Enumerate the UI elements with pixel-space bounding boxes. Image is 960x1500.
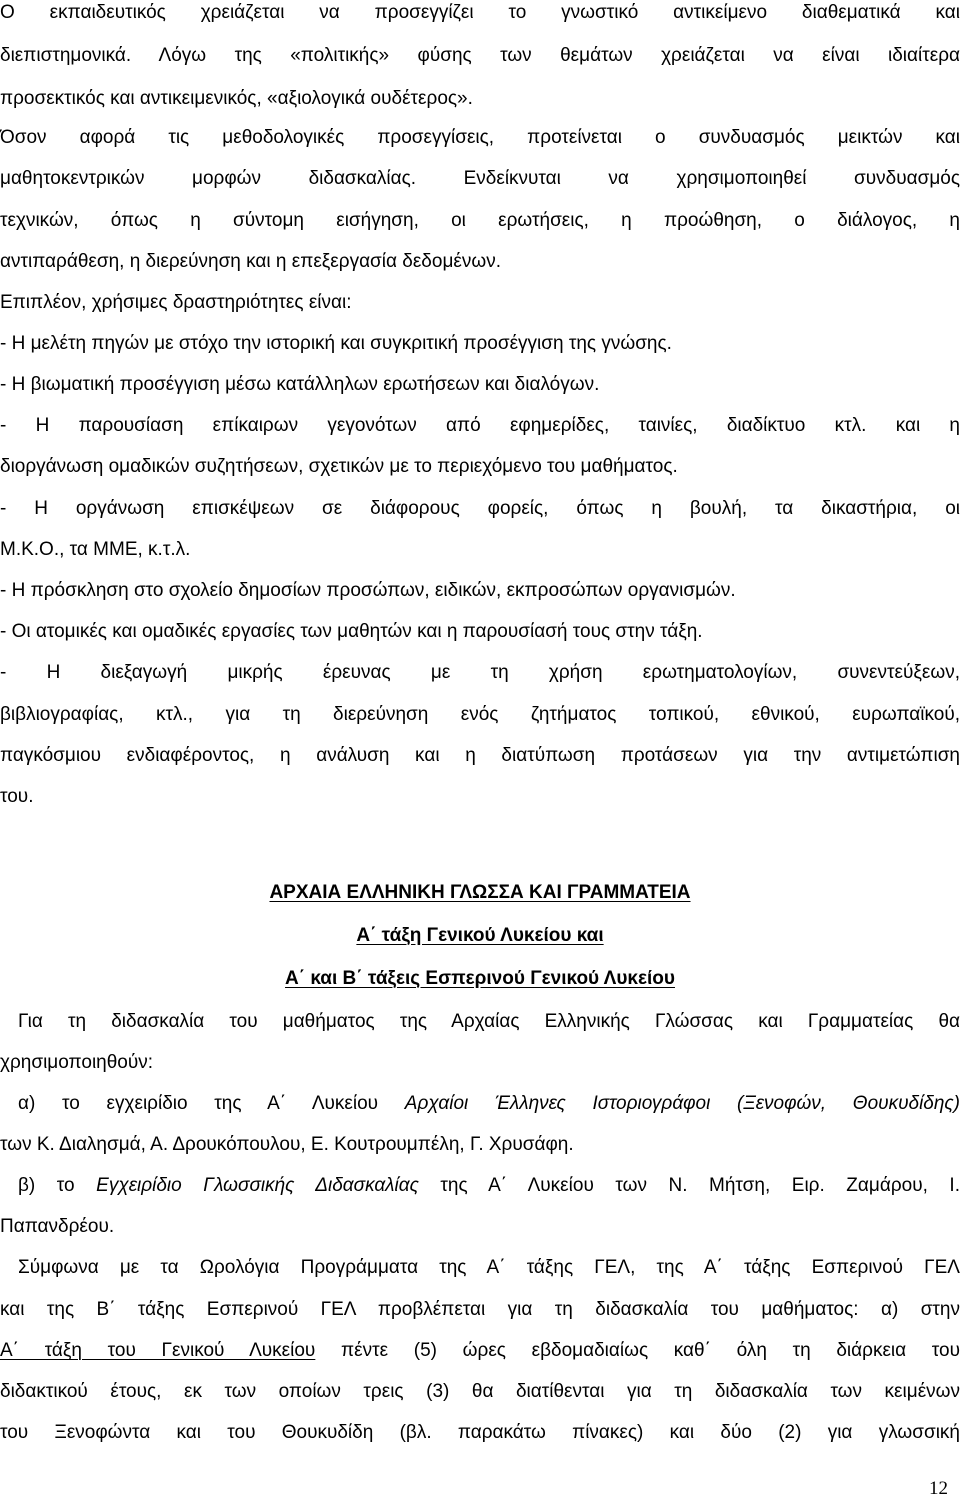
text-span: πέντε (5) ώρες εβδομαδιαίως καθ΄ όλη τη διάρκεια του — [315, 1340, 960, 1361]
list-item: - Οι ατομικές και ομαδικές εργασίες των μαθητών και η παρουσίασή τους στην τάξη. — [0, 621, 703, 642]
page-number: 12 — [929, 1478, 948, 1499]
text-line: Μ.Κ.Ο., τα ΜΜΕ, κ.τ.λ. — [0, 539, 191, 560]
text-line: Σύμφωνα με τα Ωρολόγια Προγράμματα της Α΄ τάξης ΓΕΛ, της Α΄ τάξης Εσπερινού ΓΕΛ — [18, 1257, 960, 1278]
text-line: διδακτικού έτους, εκ των οποίων τρεις (3) θα διατίθενται για τη διδασκαλία των κειμένων — [0, 1381, 960, 1402]
list-item: - Η παρουσίαση επίκαιρων γεγονότων από εφημερίδες, ταινίες, διαδίκτυο κτλ. και η — [0, 415, 960, 436]
text-line: Ο εκπαιδευτικός χρειάζεται να προσεγγίζει το γνωστικό αντικείμενο διαθεματικά και — [0, 2, 960, 23]
text-line: του. — [0, 786, 34, 807]
text-line: διοργάνωση ομαδικών συζητήσεων, σχετικών με το περιεχόμενο του μαθήματος. — [0, 456, 678, 477]
list-item: - Η πρόσκληση στο σχολείο δημοσίων προσώπων, ειδικών, εκπροσώπων οργανισμών. — [0, 580, 736, 601]
text-line: μαθητοκεντρικών μορφών διδασκαλίας. Ενδείκνυται να χρησιμοποιηθεί συνδυασμός — [0, 168, 960, 189]
text-line: των Κ. Διαλησμά, Α. Δρουκόπουλου, Ε. Κουτρουμπέλη, Γ. Χρυσάφη. — [0, 1134, 574, 1155]
book-title: Εγχειρίδιο Γλωσσικής Διδασκαλίας — [96, 1175, 419, 1196]
text-line — [18, 1175, 960, 1197]
section-heading: ΑΡΧΑΙΑ ΕΛΛΗΝΙΚΗ ΓΛΩΣΣΑ ΚΑΙ ΓΡΑΜΜΑΤΕΙΑ — [269, 882, 691, 903]
list-item: - Η μελέτη πηγών με στόχο την ιστορική και συγκριτική προσέγγιση της γνώσης. — [0, 333, 672, 354]
section-subheading: Α΄ και Β΄ τάξεις Εσπερινού Γενικού Λυκείου — [285, 968, 675, 989]
text-line: Όσον αφορά τις μεθοδολογικές προσεγγίσεις, προτείνεται ο συνδυασμός μεικτών και — [0, 127, 960, 148]
text-span: της Α΄ Λυκείου των Ν. Μήτση, Ειρ. Ζαμάρου, Ι. — [418, 1175, 960, 1196]
text-line: διεπιστημονικά. Λόγω της «πολιτικής» φύσης των θεμάτων χρειάζεται να είναι ιδιαίτερα — [0, 45, 960, 66]
text-line — [0, 1340, 960, 1362]
text-line: προσεκτικός και αντικειμενικός, «αξιολογικά ουδέτερος». — [0, 88, 473, 109]
list-item: - Η βιωματική προσέγγιση μέσω κατάλληλων ερωτήσεων και διαλόγων. — [0, 374, 600, 395]
text-line: αντιπαράθεση, η διερεύνηση και η επεξεργασία δεδομένων. — [0, 251, 501, 272]
text-line: τεχνικών, όπως η σύντομη εισήγηση, οι ερωτήσεις, η προώθηση, ο διάλογος, η — [0, 210, 960, 231]
text-line: του Ξενοφώντα και του Θουκυδίδη (βλ. παρακάτω πίνακες) και δύο (2) για γλωσσική — [0, 1422, 960, 1443]
text-line — [18, 1093, 960, 1115]
text-line: Παπανδρέου. — [0, 1216, 115, 1237]
book-title: Αρχαίοι Έλληνες Ιστοριογράφοι (Ξενοφών, Θουκυδίδης) — [404, 1093, 960, 1114]
text-span: β) το — [18, 1175, 97, 1196]
list-item: - Η διεξαγωγή μικρής έρευνας με τη χρήση ερωτηματολογίων, συνεντεύξεων, — [0, 662, 960, 683]
text-line: χρησιμοποιηθούν: — [0, 1052, 154, 1073]
text-line: βιβλιογραφίας, κτλ., για τη διερεύνηση ενός ζητήματος τοπικού, εθνικού, ευρωπαϊκού, — [0, 704, 960, 725]
section-subheading: Α΄ τάξη Γενικού Λυκείου και — [356, 925, 604, 946]
text-line: Για τη διδασκαλία του μαθήματος της Αρχαίας Ελληνικής Γλώσσας και Γραμματείας θα — [18, 1011, 960, 1032]
list-item: - Η οργάνωση επισκέψεων σε διάφορους φορείς, όπως η βουλή, τα δικαστήρια, οι — [0, 498, 960, 519]
text-line: παγκόσμιου ενδιαφέροντος, η ανάλυση και η διατύπωση προτάσεων για την αντιμετώπιση — [0, 745, 960, 766]
text-line: Επιπλέον, χρήσιμες δραστηριότητες είναι: — [0, 292, 352, 313]
text-line: και της Β΄ τάξης Εσπερινού ΓΕΛ προβλέπεται για τη διδασκαλία του μαθήματος: α) στην — [0, 1299, 960, 1320]
text-span: α) το εγχειρίδιο της Α΄ Λυκείου — [18, 1093, 405, 1114]
underlined-text: Α΄ τάξη του Γενικού Λυκείου — [0, 1340, 316, 1361]
